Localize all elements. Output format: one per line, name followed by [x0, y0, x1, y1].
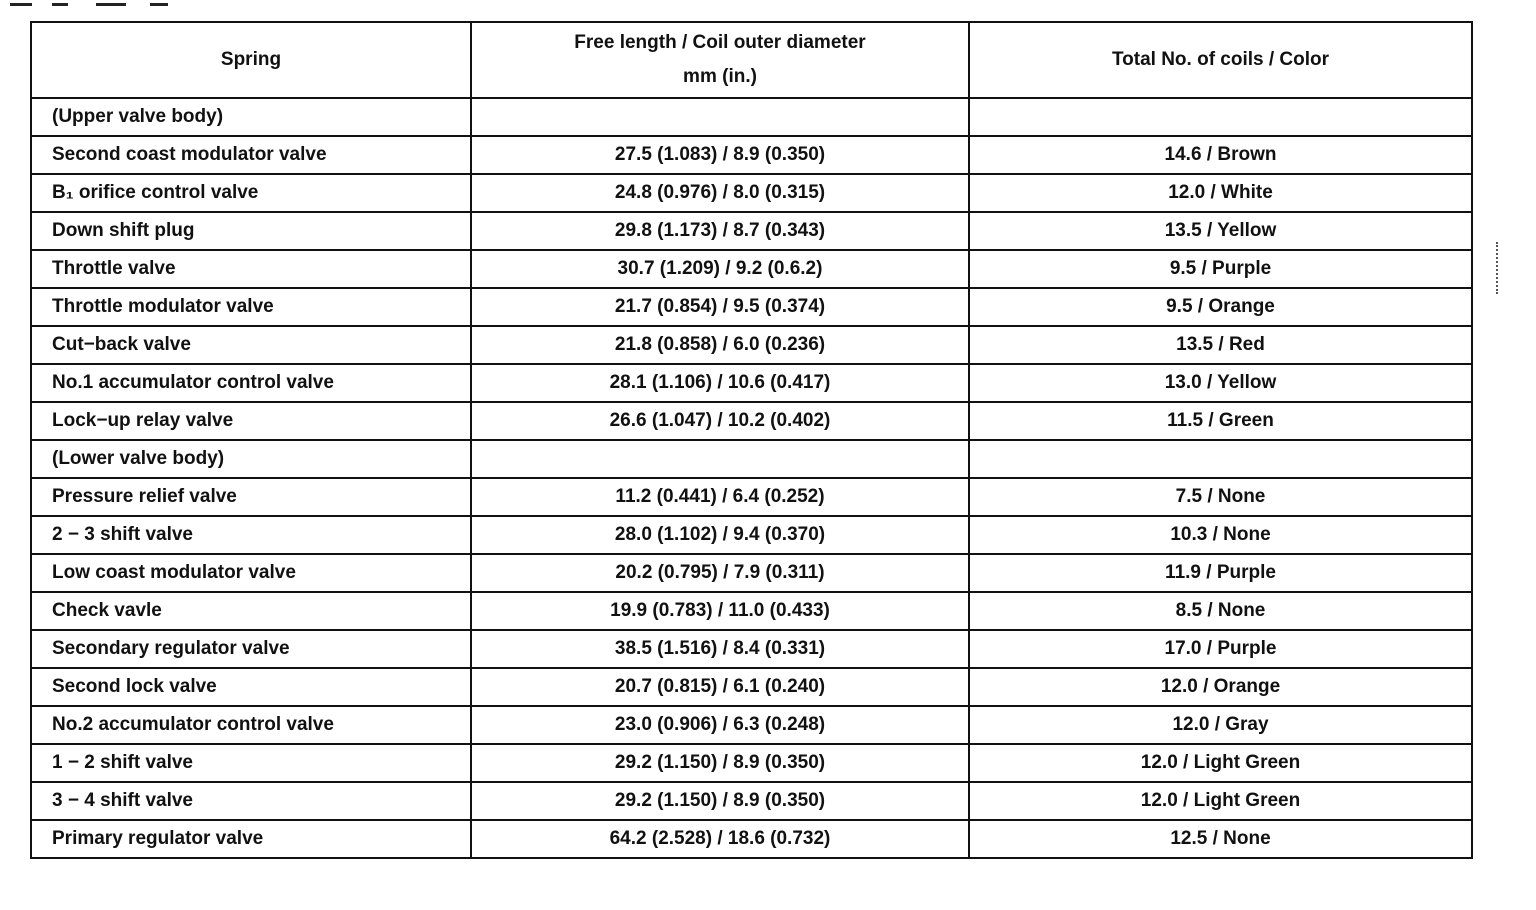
cell-coils-color: 12.0 / Light Green: [969, 744, 1472, 782]
cell-coils-color: 13.0 / Yellow: [969, 364, 1472, 402]
cell-coils-color: [969, 440, 1472, 478]
cell-free-length-diameter: [471, 98, 969, 136]
cropped-heading-fragment: [0, 0, 220, 6]
table-row: [31, 478, 1472, 516]
cell-free-length-diameter: 28.1 (1.106) / 10.6 (0.417): [471, 364, 969, 402]
cell-free-length-diameter: 64.2 (2.528) / 18.6 (0.732): [471, 820, 969, 858]
margin-mark: [1496, 242, 1498, 294]
header-coils-color: Total No. of coils / Color: [969, 22, 1472, 98]
cell-spring: 1 − 2 shift valve: [31, 744, 471, 782]
cell-coils-color: 7.5 / None: [969, 478, 1472, 516]
cell-free-length-diameter: 29.2 (1.150) / 8.9 (0.350): [471, 782, 969, 820]
cell-coils-color: 11.5 / Green: [969, 402, 1472, 440]
cell-spring: Throttle modulator valve: [31, 288, 471, 326]
cell-free-length-diameter: 20.2 (0.795) / 7.9 (0.311): [471, 554, 969, 592]
cell-coils-color: [969, 98, 1472, 136]
header-dimensions-unit: mm (in.): [683, 66, 757, 87]
cell-coils-color: 10.3 / None: [969, 516, 1472, 554]
cell-free-length-diameter: 27.5 (1.083) / 8.9 (0.350): [471, 136, 969, 174]
table-row: [31, 136, 1472, 174]
cell-free-length-diameter: [471, 440, 969, 478]
cell-free-length-diameter: 26.6 (1.047) / 10.2 (0.402): [471, 402, 969, 440]
table-row: [31, 174, 1472, 212]
cell-coils-color: 8.5 / None: [969, 592, 1472, 630]
cell-spring: Down shift plug: [31, 212, 471, 250]
table-row: [31, 668, 1472, 706]
cell-coils-color: 13.5 / Yellow: [969, 212, 1472, 250]
table-row: [31, 706, 1472, 744]
table-row: [31, 402, 1472, 440]
table-row: [31, 516, 1472, 554]
cell-free-length-diameter: 38.5 (1.516) / 8.4 (0.331): [471, 630, 969, 668]
cell-spring: Primary regulator valve: [31, 820, 471, 858]
cell-free-length-diameter: 19.9 (0.783) / 11.0 (0.433): [471, 592, 969, 630]
cell-free-length-diameter: 23.0 (0.906) / 6.3 (0.248): [471, 706, 969, 744]
cell-spring: Secondary regulator valve: [31, 630, 471, 668]
table-row: [31, 98, 1472, 136]
table-row: [31, 288, 1472, 326]
table-row: [31, 782, 1472, 820]
cell-spring: No.1 accumulator control valve: [31, 364, 471, 402]
cell-coils-color: 14.6 / Brown: [969, 136, 1472, 174]
spring-spec-table: [30, 21, 1473, 859]
cell-coils-color: 12.0 / Orange: [969, 668, 1472, 706]
cell-spring: 2 − 3 shift valve: [31, 516, 471, 554]
cell-free-length-diameter: 21.7 (0.854) / 9.5 (0.374): [471, 288, 969, 326]
cell-free-length-diameter: 28.0 (1.102) / 9.4 (0.370): [471, 516, 969, 554]
cell-free-length-diameter: 11.2 (0.441) / 6.4 (0.252): [471, 478, 969, 516]
table-row: [31, 820, 1472, 858]
cell-spring: Low coast modulator valve: [31, 554, 471, 592]
table-row: [31, 250, 1472, 288]
cell-coils-color: 12.0 / Light Green: [969, 782, 1472, 820]
cell-spring: 3 − 4 shift valve: [31, 782, 471, 820]
table-row: [31, 630, 1472, 668]
cell-spring: Pressure relief valve: [31, 478, 471, 516]
header-row: [31, 22, 1472, 98]
cell-free-length-diameter: 29.2 (1.150) / 8.9 (0.350): [471, 744, 969, 782]
cell-spring: Cut−back valve: [31, 326, 471, 364]
cell-free-length-diameter: 21.8 (0.858) / 6.0 (0.236): [471, 326, 969, 364]
cell-free-length-diameter: 30.7 (1.209) / 9.2 (0.6.2): [471, 250, 969, 288]
table-row: [31, 592, 1472, 630]
table-row: [31, 326, 1472, 364]
cell-spring: Lock−up relay valve: [31, 402, 471, 440]
cell-coils-color: 12.0 / White: [969, 174, 1472, 212]
cell-coils-color: 13.5 / Red: [969, 326, 1472, 364]
header-dimensions: [471, 22, 969, 98]
cell-spring: Second lock valve: [31, 668, 471, 706]
cell-spring: Check vavle: [31, 592, 471, 630]
cell-spring: No.2 accumulator control valve: [31, 706, 471, 744]
table-row: [31, 554, 1472, 592]
cell-coils-color: 9.5 / Orange: [969, 288, 1472, 326]
cell-spring: Second coast modulator valve: [31, 136, 471, 174]
cell-spring: (Lower valve body): [31, 440, 471, 478]
table-row: [31, 744, 1472, 782]
header-spring: Spring: [31, 22, 471, 98]
cell-free-length-diameter: 24.8 (0.976) / 8.0 (0.315): [471, 174, 969, 212]
header-dimensions-line1: Free length / Coil outer diameter: [574, 32, 866, 53]
cell-spring: Throttle valve: [31, 250, 471, 288]
cell-coils-color: 12.5 / None: [969, 820, 1472, 858]
cell-free-length-diameter: 20.7 (0.815) / 6.1 (0.240): [471, 668, 969, 706]
table-row: [31, 364, 1472, 402]
cell-coils-color: 9.5 / Purple: [969, 250, 1472, 288]
table-row: [31, 440, 1472, 478]
cell-spring: B₁ orifice control valve: [31, 174, 471, 212]
cell-coils-color: 12.0 / Gray: [969, 706, 1472, 744]
cell-coils-color: 11.9 / Purple: [969, 554, 1472, 592]
table-row: [31, 212, 1472, 250]
cell-spring: (Upper valve body): [31, 98, 471, 136]
cell-coils-color: 17.0 / Purple: [969, 630, 1472, 668]
cell-free-length-diameter: 29.8 (1.173) / 8.7 (0.343): [471, 212, 969, 250]
